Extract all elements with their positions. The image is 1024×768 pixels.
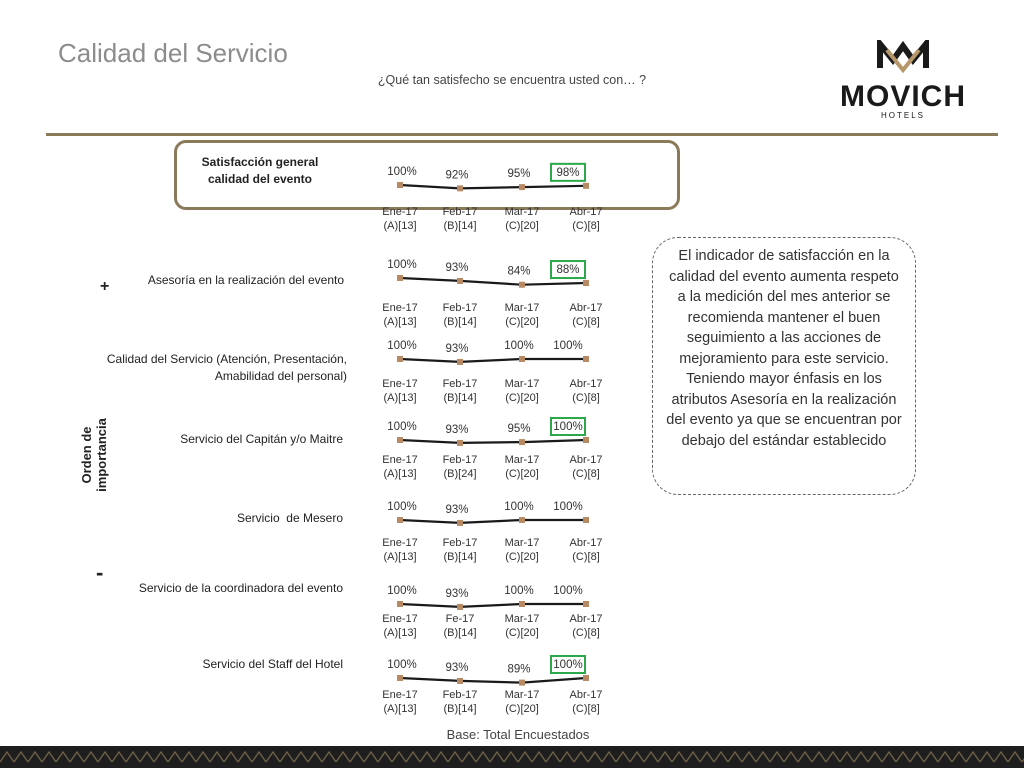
data-label: 100% <box>387 659 417 671</box>
data-point <box>457 359 463 365</box>
chart-3 <box>382 418 602 480</box>
x-tick-label: Mar-17 <box>504 302 540 314</box>
data-label: 100% <box>387 585 417 597</box>
highlight-box <box>551 261 585 278</box>
importance-axis-label: Orden de importancia <box>79 418 109 492</box>
data-point <box>397 275 403 281</box>
data-point <box>397 356 403 362</box>
x-tick-sublabel: (C)[20] <box>505 703 539 715</box>
data-point <box>583 280 589 286</box>
high-importance-marker: + <box>100 278 110 295</box>
data-label: 100% <box>387 501 417 513</box>
x-tick-label: Abr-17 <box>569 302 603 314</box>
x-tick-label: Mar-17 <box>504 454 540 466</box>
x-tick-sublabel: (A)[13] <box>383 703 417 715</box>
data-label: 100% <box>504 340 534 352</box>
x-tick-sublabel: (A)[13] <box>383 468 417 480</box>
x-tick-label: Feb-17 <box>442 537 478 549</box>
x-tick-label: Abr-17 <box>569 537 603 549</box>
x-tick-sublabel: (A)[13] <box>383 316 417 328</box>
row-label-calidad: Calidad del Servicio (Atención, Presentación, Amabilidad del personal) <box>106 352 347 383</box>
series-line <box>400 604 586 607</box>
data-label: 100% <box>387 259 417 271</box>
data-label: 93% <box>445 261 469 274</box>
data-label: 100% <box>553 340 583 352</box>
x-tick-sublabel: (A)[13] <box>383 220 417 232</box>
data-point <box>583 517 589 523</box>
row-label-coordinadora: Servicio de la coordinadora del evento <box>138 581 343 595</box>
data-label: 100% <box>553 421 583 433</box>
data-label: 89% <box>507 663 531 676</box>
data-point <box>519 356 525 362</box>
x-tick-label: Feb-17 <box>442 454 478 466</box>
data-label: 93% <box>445 423 469 436</box>
data-point <box>457 278 463 284</box>
x-tick-sublabel: (C)[20] <box>505 316 539 328</box>
data-point <box>519 439 525 445</box>
data-point <box>397 675 403 681</box>
x-tick-label: Feb-17 <box>442 302 478 314</box>
data-label: 100% <box>553 501 583 513</box>
data-label: 100% <box>553 585 583 597</box>
x-tick-sublabel: (C)[20] <box>505 392 539 404</box>
data-label: 100% <box>504 501 534 513</box>
data-label: 88% <box>556 264 580 277</box>
data-label: 100% <box>387 166 417 178</box>
data-point <box>519 680 525 686</box>
chart-6 <box>382 656 602 715</box>
page-title: Calidad del Servicio <box>58 38 288 68</box>
row-label-asesoria: Asesoría en la realización del evento <box>147 273 344 287</box>
data-point <box>583 437 589 443</box>
highlight-box <box>551 418 585 435</box>
movich-logo <box>818 40 988 122</box>
data-label: 93% <box>445 661 469 674</box>
x-tick-sublabel: (B)[14] <box>443 551 477 563</box>
x-tick-sublabel: (C)[20] <box>505 551 539 563</box>
data-label: 100% <box>504 585 534 597</box>
x-tick-sublabel: (B)[14] <box>443 392 477 404</box>
data-label: 93% <box>445 503 469 516</box>
header-divider <box>46 133 998 136</box>
x-tick-sublabel: (C)[8] <box>572 627 600 639</box>
low-importance-marker: - <box>96 560 104 585</box>
x-tick-label: Ene-17 <box>382 613 418 625</box>
row-label-mesero: Servicio de Mesero <box>236 511 343 525</box>
x-tick-label: Ene-17 <box>382 206 418 218</box>
row-label-overall: Satisfacción general calidad del evento <box>201 155 319 186</box>
insight-note: El indicador de satisfacción en la calidad del evento aumenta respeto a la medición del mes anterior se recomienda mantener el buen seguimiento a las acciones de mejoramiento para este servicio. Teniendo mayor énfasis en los atributos Asesoría en la realización del evento ya que se encuentran por debajo del estándar establecido <box>652 237 916 495</box>
logo-tagline-text: HOTELS <box>880 111 926 120</box>
row-label-capitan: Servicio del Capitán y/o Maitre <box>180 432 343 446</box>
data-label: 92% <box>445 169 469 182</box>
x-tick-label: Ene-17 <box>382 378 418 390</box>
x-tick-label: Ene-17 <box>382 537 418 549</box>
highlight-box <box>551 656 585 673</box>
data-label: 95% <box>507 423 531 436</box>
x-tick-label: Abr-17 <box>569 206 603 218</box>
data-point <box>583 675 589 681</box>
data-label: 100% <box>553 659 583 671</box>
x-tick-label: Mar-17 <box>504 689 540 701</box>
chart-5 <box>382 585 602 639</box>
data-point <box>397 517 403 523</box>
x-tick-label: Feb-17 <box>442 689 478 701</box>
data-point <box>457 520 463 526</box>
decorative-footer-band <box>0 746 1024 768</box>
x-tick-sublabel: (B)[14] <box>443 703 477 715</box>
x-tick-sublabel: (C)[20] <box>505 627 539 639</box>
chart-2 <box>382 340 602 404</box>
x-tick-sublabel: (C)[8] <box>572 220 600 232</box>
data-point <box>397 437 403 443</box>
x-tick-sublabel: (A)[13] <box>383 551 417 563</box>
x-tick-sublabel: (B)[14] <box>443 627 477 639</box>
x-tick-sublabel: (C)[8] <box>572 392 600 404</box>
data-point <box>457 604 463 610</box>
x-tick-sublabel: (B)[14] <box>443 220 477 232</box>
series-line <box>400 440 586 443</box>
series-line <box>400 359 586 362</box>
data-point <box>583 601 589 607</box>
x-tick-label: Mar-17 <box>504 613 540 625</box>
x-tick-sublabel: (C)[8] <box>572 551 600 563</box>
data-point <box>583 356 589 362</box>
x-tick-label: Fe-17 <box>445 613 475 625</box>
data-point <box>457 678 463 684</box>
row-label-staff: Servicio del Staff del Hotel <box>202 657 343 671</box>
base-footnote: Base: Total Encuestados <box>446 727 590 742</box>
data-label: 93% <box>445 587 469 600</box>
x-tick-sublabel: (C)[20] <box>505 220 539 232</box>
logo-mark-icon <box>880 44 926 70</box>
chart-1 <box>382 259 602 328</box>
data-point <box>519 517 525 523</box>
survey-question-text: ¿Qué tan satisfecho se encuentra usted con… ? <box>377 73 647 87</box>
x-tick-label: Mar-17 <box>504 378 540 390</box>
x-tick-sublabel: (B)[14] <box>443 316 477 328</box>
x-tick-sublabel: (B)[24] <box>443 468 477 480</box>
data-point <box>519 601 525 607</box>
data-label: 100% <box>387 421 417 433</box>
series-line <box>400 678 586 683</box>
x-tick-label: Mar-17 <box>504 206 540 218</box>
x-tick-sublabel: (C)[8] <box>572 703 600 715</box>
data-label: 93% <box>445 342 469 355</box>
x-tick-label: Abr-17 <box>569 613 603 625</box>
x-tick-label: Ene-17 <box>382 302 418 314</box>
data-label: 95% <box>507 168 531 181</box>
x-tick-sublabel: (A)[13] <box>383 392 417 404</box>
data-label: 100% <box>387 340 417 352</box>
x-tick-sublabel: (C)[8] <box>572 316 600 328</box>
x-tick-label: Abr-17 <box>569 378 603 390</box>
x-tick-label: Mar-17 <box>504 537 540 549</box>
data-point <box>519 282 525 288</box>
data-label: 84% <box>507 265 531 278</box>
x-tick-label: Abr-17 <box>569 689 603 701</box>
series-line <box>400 278 586 285</box>
data-point <box>457 440 463 446</box>
x-tick-label: Feb-17 <box>442 206 478 218</box>
logo-brand-text: MOVICH <box>840 80 966 113</box>
x-tick-sublabel: (C)[8] <box>572 468 600 480</box>
chart-4 <box>382 501 602 563</box>
data-label: 98% <box>556 166 580 179</box>
x-tick-sublabel: (A)[13] <box>383 627 417 639</box>
x-tick-label: Feb-17 <box>442 378 478 390</box>
x-tick-label: Ene-17 <box>382 689 418 701</box>
series-line <box>400 520 586 523</box>
x-tick-label: Ene-17 <box>382 454 418 466</box>
data-point <box>397 601 403 607</box>
x-tick-label: Abr-17 <box>569 454 603 466</box>
x-tick-sublabel: (C)[20] <box>505 468 539 480</box>
